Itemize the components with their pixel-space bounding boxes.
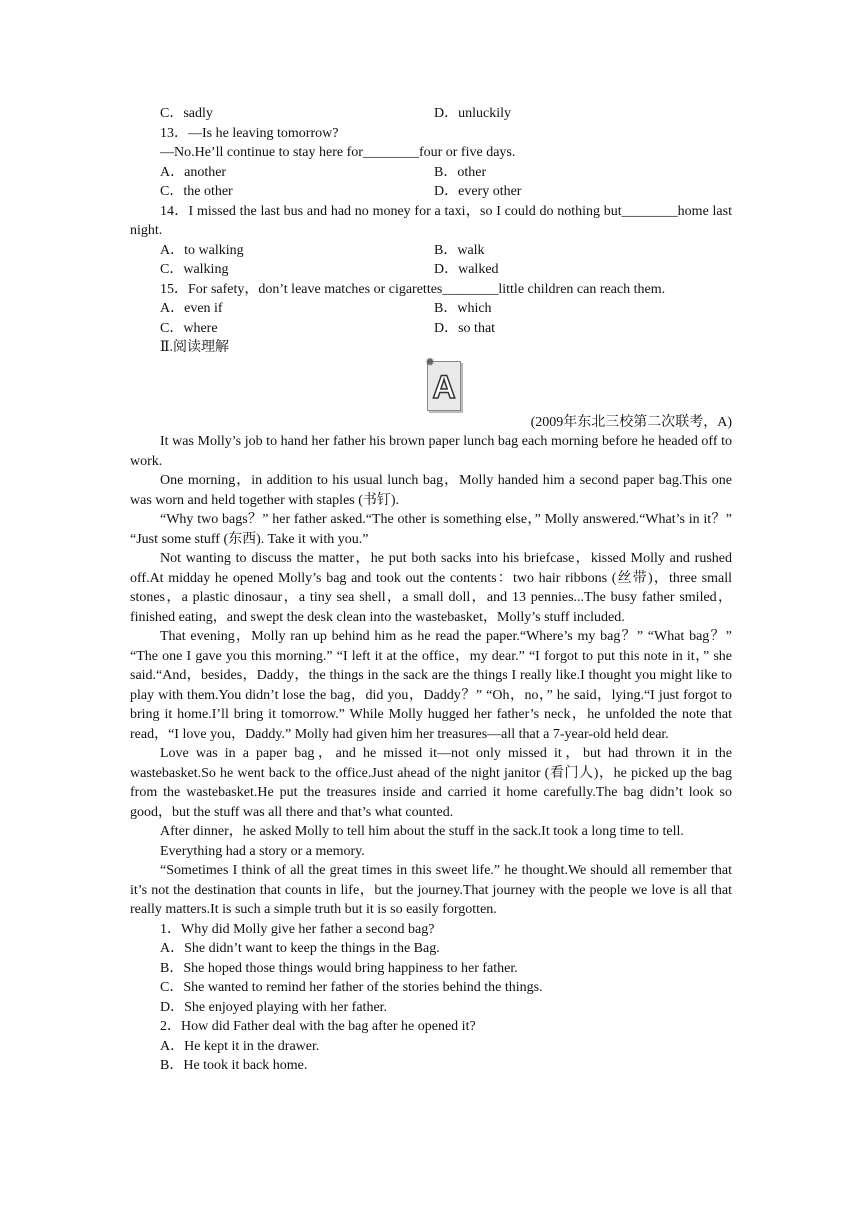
q12-option-d: D．unluckily bbox=[434, 106, 511, 121]
passage-source: (2009年东北三校第二次联考，A) bbox=[530, 414, 732, 430]
q15-option-d: D．so that bbox=[434, 320, 496, 336]
q12-option-c: C．sadly bbox=[160, 106, 213, 121]
document-page bbox=[130, 104, 732, 1076]
q13-option-b: B．other bbox=[434, 164, 487, 180]
passage-paragraph: That evening，Molly ran up behind him as he read the paper.“Where’s my bag？” “What bag？” “The one I gave you this morning.” “I left it at the office，my dear.” “I forgot to put this note in it，” she said.“And，besides，Daddy，the things in the sack are the things I really like.I thought you might like to play with them.You didn’t lose the bag，did you，Daddy？” “Oh，no，” he said，lying.“I just forgot to bring it home.I’ll bring it tomorrow.” While Molly hugged her father’s neck，he unfolded the note that read，“I love you，Daddy.” Molly had given him her treasures—all that a 7-year-old held dear. bbox=[130, 629, 732, 742]
q13-line2: —No.He’ll continue to stay here for________four or five days. bbox=[160, 145, 516, 160]
question-2-option-a: A．He kept it in the drawer. bbox=[160, 1038, 320, 1054]
q14-option-a: A．to walking bbox=[160, 242, 244, 258]
q13-option-a: A．another bbox=[160, 164, 227, 180]
passage-paragraph: It was Molly’s job to hand her father his brown paper lunch bag each morning before he headed off to work. bbox=[130, 434, 732, 469]
passage-a-badge-icon bbox=[425, 354, 461, 411]
passage-paragraph: Love was in a paper bag，and he missed it—not only missed it，but had thrown it in the wastebasket.So he went back to the office.Just ahead of the night janitor (看门人)，he picked up the bag from the wastebasket.He put the treasures inside and carried it home carefully.The bag didn’t look so good，but the stuff was all there and that’s what counted. bbox=[130, 746, 732, 820]
q15-option-b: B．which bbox=[434, 301, 492, 316]
question-1-option-b: B．She hoped those things would bring happiness to her father. bbox=[160, 960, 518, 976]
passage-paragraph: “Sometimes I think of all the great times in this sweet life.” he thought.We should all remember that it’s not the destination that counts in life，but the journey.That journey with the people we love is all that really matters.It is such a simple truth but it is so easily forgotten. bbox=[130, 863, 732, 917]
question-1-option-d: D．She enjoyed playing with her father. bbox=[160, 999, 388, 1015]
q12-options-row-2 bbox=[130, 104, 732, 124]
q14-stem: 14．I missed the last bus and had no money for a taxi，so I could do nothing but________home last night. bbox=[130, 203, 732, 238]
passage-paragraph: Not wanting to discuss the matter，he put both sacks into his briefcase，kissed Molly and rushed off.At midday he opened Molly’s bag and took out the contents：two hair ribbons (丝带)，three small stones，a plastic dinosaur，a tiny sea shell，a small doll，and 13 pennies...The busy father smiled，finished eating，and swept the desk clean into the wastebasket，Molly’s stuff included. bbox=[130, 551, 732, 625]
question-1-stem: 1．Why did Molly give her father a second bag? bbox=[160, 921, 435, 937]
badge-letter: A bbox=[432, 368, 456, 405]
passage-paragraph: “Why two bags？” her father asked.“The other is something else，” Molly answered.“What’s in it？” “Just some stuff (东西). Take it with you.” bbox=[130, 512, 732, 547]
q13-options-row-1 bbox=[130, 163, 732, 183]
passage-paragraph: One morning，in addition to his usual lunch bag，Molly handed him a second paper bag.This one was worn and held together with staples (书钉). bbox=[130, 473, 732, 508]
q15-stem: 15．For safety，don’t leave matches or cigarettes________little children can reach them. bbox=[160, 281, 666, 297]
q15-options-row-2 bbox=[130, 319, 732, 339]
q15-options-row-1 bbox=[130, 299, 732, 319]
passage-paragraph: After dinner，he asked Molly to tell him about the stuff in the sack.It took a long time to tell. bbox=[160, 824, 684, 839]
q15-option-a: A．even if bbox=[160, 301, 223, 316]
question-2-stem: 2．How did Father deal with the bag after he opened it? bbox=[160, 1019, 476, 1034]
q14-options-row-1 bbox=[130, 241, 732, 261]
q13-options-row-2 bbox=[130, 182, 732, 202]
q13-option-c: C．the other bbox=[160, 184, 233, 199]
star-icon: ✹ bbox=[425, 354, 436, 369]
passage-badge-area bbox=[130, 354, 732, 413]
question-1-option-a: A．She didn’t want to keep the things in the Bag. bbox=[160, 941, 440, 956]
q15-option-c: C．where bbox=[160, 320, 218, 336]
q14-option-d: D．walked bbox=[434, 262, 499, 277]
question-2-option-b: B．He took it back home. bbox=[160, 1058, 308, 1073]
q14-option-c: C．walking bbox=[160, 262, 229, 277]
q13-option-d: D．every other bbox=[434, 184, 522, 199]
section-title: Ⅱ.阅读理解 bbox=[160, 340, 230, 355]
q14-options-row-2 bbox=[130, 260, 732, 280]
question-1-option-c: C．She wanted to remind her father of the stories behind the things. bbox=[160, 980, 543, 995]
q14-option-b: B．walk bbox=[434, 242, 485, 258]
q13-stem: 13．—Is he leaving tomorrow? bbox=[160, 125, 339, 141]
passage-paragraph: Everything had a story or a memory. bbox=[160, 843, 365, 859]
